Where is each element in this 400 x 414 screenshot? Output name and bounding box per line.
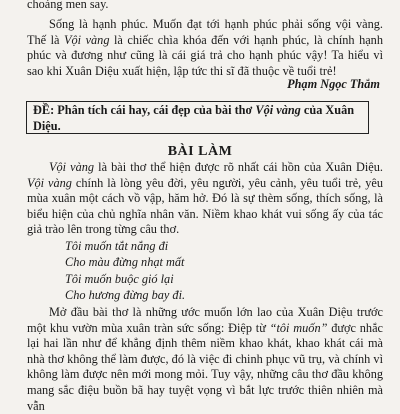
poem-title-ref: Vội vàng: [64, 32, 110, 47]
quoted-phrase: “tôi muốn”: [269, 320, 328, 335]
essay-paragraph-1: Vội vàng là bài thơ thể hiện được rõ nhất cái hồn của Xuân Diệu. Vội vàng chính là lòng yêu đời, yêu người, yêu cảnh, yêu tuổi trẻ, yêu mùa xuân một cách vồ vập, hăm hở. Đó là sự thèm sống, thích sống, là biểu hiện của chủ nghĩa nhân văn. Niềm khao khát vui sống ấy của tác giả trào lên trong từng câu thơ.: [27, 160, 383, 237]
poem-line: Cho màu đừng nhạt mất: [65, 255, 185, 270]
poem-line: Tôi muốn tắt nắng đi: [65, 239, 169, 253]
author-signature: Phạm Ngọc Thắm: [287, 77, 380, 91]
poem-line: Cho hương đừng bay đi.: [65, 288, 186, 303]
intro-tail: choáng men say.: [27, 0, 109, 11]
topic-box: [26, 101, 369, 134]
essay-heading: BÀI LÀM: [167, 144, 233, 159]
poem-excerpt: [65, 238, 185, 304]
topic-text: ĐỀ: Phân tích cái hay, cái đẹp của bài thơ Vội vàng của Xuân Diệu.: [33, 103, 355, 133]
paragraph-conclusion: Sống là hạnh phúc. Muốn đạt tới hạnh phúc phải sống vội vàng. Thế là Vội vàng là chiếc chìa khóa đến với hạnh phúc, là chính hạnh phúc và đương như cũng là cái giá trả cho hạnh phúc vậy! Ta hiểu vì sao khi Xuân Diệu xuất hiện, lập tức thi sĩ đã thuộc về tuổi trẻ!: [27, 17, 383, 78]
topic-poem-title: Vội vàng: [255, 103, 301, 117]
essay-paragraph-2: Mở đầu bài thơ là những ước muốn lớn lao của Xuân Diệu trước một khu vườn mùa xuân tràn sức sống: Điệp từ “tôi muốn” được nhắc lại hai lần như để khẳng định thêm niềm khao khát, khao khát cái mà nhà thơ không thể làm được, đó là việc đi chinh phục vũ trụ, và chính vì không làm được nên mới mong mỏi. Tuy vậy, những câu thơ đầu không mang sắc điệu buồn bã hay tuyệt vọng vì bắt lực trước thiên nhiên mà vẫn: [27, 305, 384, 413]
poem-line: Tôi muốn buộc gió lại: [65, 271, 174, 286]
topic-label: ĐỀ:: [33, 103, 55, 117]
